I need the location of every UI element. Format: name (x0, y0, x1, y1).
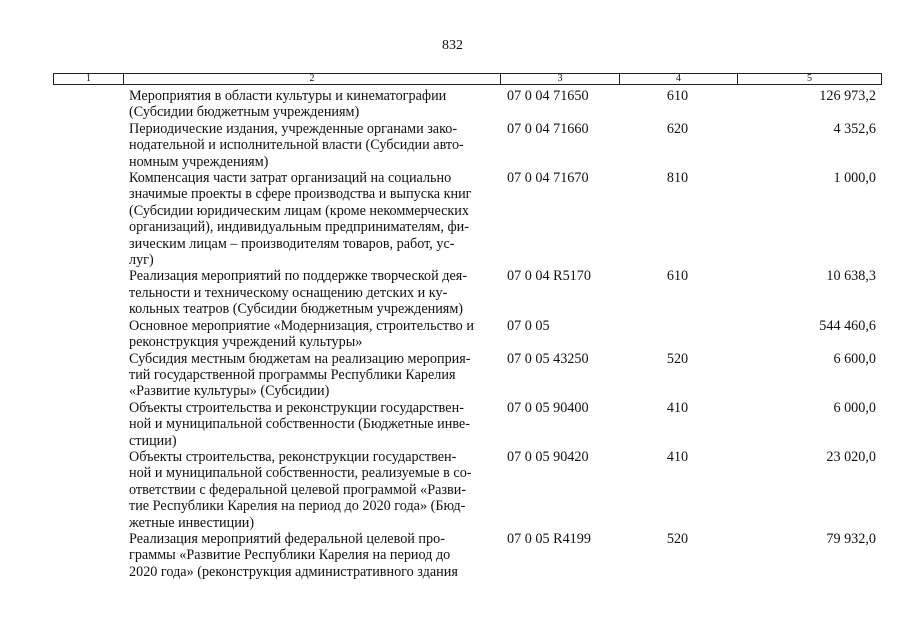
table-row (0, 351, 905, 400)
row-expense-type: 610 (666, 268, 689, 285)
table-row (0, 449, 905, 531)
column-header-row (54, 74, 882, 85)
column-header-2: 2 (124, 74, 501, 85)
row-description: Объекты строительства и реконструкции государствен- ной и муниципальной собственности (Бюджетные инве- стиции) (129, 399, 470, 449)
row-expense-type: 520 (666, 350, 689, 367)
row-expense-type: 610 (666, 88, 689, 104)
column-header-4: 4 (620, 74, 738, 85)
table-row (0, 531, 905, 580)
row-code: 07 0 05 43250 (507, 350, 589, 367)
row-description: Реализация мероприятий федеральной целевой про- граммы «Развитие Республики Карелия на период до 2020 года» (реконструкция административного здания (129, 530, 458, 580)
column-header-table (53, 73, 882, 85)
table-row (0, 268, 905, 317)
row-amount: 23 020,0 (826, 448, 876, 465)
table-row (0, 400, 905, 449)
column-header-3: 3 (501, 74, 620, 85)
row-description: Субсидия местным бюджетам на реализацию мероприя- тий государственной программы Республики Карелия «Развитие культуры» (Субсидии) (129, 350, 471, 400)
table-row (0, 88, 905, 121)
row-expense-type: 520 (666, 530, 689, 547)
page-number: 832 (442, 38, 463, 53)
row-amount: 6 000,0 (833, 399, 876, 416)
row-code: 07 0 05 R4199 (507, 530, 591, 547)
table-row (0, 318, 905, 351)
row-code: 07 0 05 90400 (507, 399, 589, 416)
table-body (0, 88, 905, 580)
row-description: Мероприятия в области культуры и кинематографии (Субсидии бюджетным учреждениям) (129, 88, 447, 121)
table-row (0, 121, 905, 170)
row-amount: 4 352,6 (833, 120, 876, 137)
column-header-1: 1 (54, 74, 124, 85)
row-expense-type: 620 (666, 120, 689, 137)
row-amount: 10 638,3 (826, 268, 876, 285)
row-code: 07 0 05 (507, 317, 550, 334)
column-header-5: 5 (738, 74, 882, 85)
row-amount: 126 973,2 (819, 88, 876, 104)
row-amount: 79 932,0 (826, 530, 876, 547)
row-code: 07 0 04 71660 (507, 120, 589, 137)
row-description: Основное мероприятие «Модернизация, строительство и реконструкция учреждений культуры» (129, 317, 474, 351)
row-amount: 544 460,6 (819, 317, 876, 334)
row-amount: 6 600,0 (833, 350, 876, 367)
row-code: 07 0 04 R5170 (507, 268, 591, 285)
row-code: 07 0 05 90420 (507, 448, 589, 465)
table-row (0, 170, 905, 268)
row-expense-type: 410 (666, 399, 689, 416)
row-code: 07 0 04 71650 (507, 88, 589, 104)
row-description: Реализация мероприятий по поддержке творческой дея- тельности и техническому оснащению детских и ку- кольных театров (Субсидии бюджетным учреждениям) (129, 268, 468, 318)
row-description: Периодические издания, учрежденные органами зако- нодательной и исполнительной власти (Субсидии авто- номным учреждениям) (129, 120, 464, 170)
row-amount: 1 000,0 (833, 170, 876, 187)
row-description: Объекты строительства, реконструкции государствен- ной и муниципальной собственности, реализуемые в со- ответствии с федеральной целевой программой «Разви- тие Республики Карелия на период до 2020 года» (Бюд- жетные инвестиции) (129, 448, 472, 531)
row-expense-type: 410 (666, 448, 689, 465)
row-description: Компенсация части затрат организаций на социально значимые проекты в сфере производства и выпуска книг (Субсидии юридическим лицам (кроме некоммерческих организаций), индивидуальным предпринимателям, фи- зическим лицам – производителям товаров, работ, ус- луг) (129, 170, 472, 269)
row-expense-type: 810 (666, 170, 689, 187)
row-code: 07 0 04 71670 (507, 170, 589, 187)
